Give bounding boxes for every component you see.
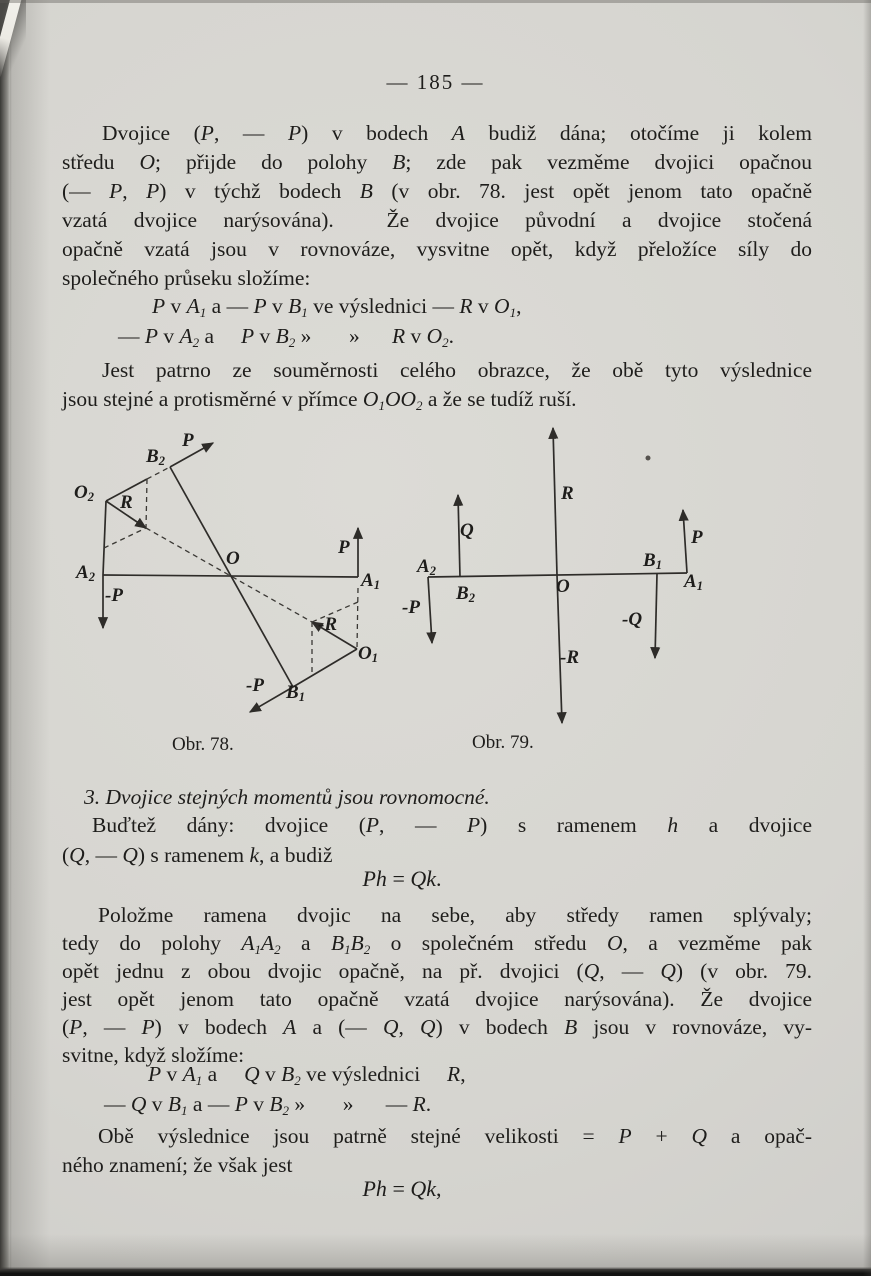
fig78-label-minus-p-left: -P	[105, 585, 123, 606]
resultant-arrow-r-up	[553, 428, 557, 575]
ink-speck	[646, 456, 651, 461]
text-line: ného znamení; že však jest	[62, 1153, 293, 1177]
fig79-label-a1: $A_1$	[684, 571, 703, 593]
text-line: opět jednu z obou dvojic opačně, na př. dvojici (Q, — Q) (v obr. 79.	[62, 959, 813, 983]
section-heading: 3. Dvojice stejných momentů jsou rovnomocné.	[84, 785, 490, 809]
fig78-label-o2: $O_2$	[74, 482, 94, 504]
figure-79-drawing	[400, 415, 715, 735]
page-edge-shadow-bottom	[0, 1267, 871, 1276]
text-line: Dvojice (P, — P) v bodech A budiž dána; otočíme ji kolem	[102, 121, 813, 145]
fig79-label-b2: $B_2$	[456, 583, 475, 605]
fig78-label-o1: $O_1$	[358, 643, 378, 665]
equation-centered: Ph = Qk.	[362, 866, 442, 891]
text-line: jsou stejné a protisměrné v přímce $O_1OO_2$ a že se tudíž ruší.	[62, 387, 577, 413]
fig78-label-b1: $B_1$	[286, 682, 305, 704]
text-line: Položme ramena dvojic na sebe, aby středy ramen splývaly;	[98, 903, 812, 927]
figure-78-caption: Obr. 78.	[172, 734, 234, 755]
text-line: svitne, když složíme:	[62, 1043, 245, 1067]
page-edge-shadow-right	[863, 0, 871, 1276]
fig79-label-q: Q	[460, 520, 474, 541]
fig78-label-a1: $A_1$	[361, 570, 380, 592]
page-edge-shadow-left	[0, 0, 12, 1276]
text-line: Buďtež dány: dvojice (P, — P) s ramenem h a dvojice	[92, 813, 813, 837]
text-line: středu O; přijde do polohy B; zde pak vezměme dvojici opačnou	[62, 150, 812, 174]
page-edge-shadow-soft	[10, 0, 50, 1276]
fig78-label-b2: $B_2$	[146, 446, 165, 468]
fig78-label-a2: $A_2$	[76, 562, 95, 584]
force-arrow-p-at-a1	[683, 510, 687, 573]
equation-line: P v $A_1$ a — P v $B_1$ ve výslednici — R v $O_1$,	[152, 294, 522, 320]
text-line: jest opět jenom tato opačně vzatá dvojice narýsována). Že dvojice	[62, 987, 812, 1011]
dashed-a1-o1	[357, 588, 358, 649]
text-line: tedy do polohy $A_1A_2$ a $B_1B_2$ o společném středu O, a vezměme pak	[62, 931, 812, 957]
equation-line: — Q v $B_1$ a — P v $B_2$ » » — R.	[104, 1092, 432, 1118]
text-line: Jest patrno ze souměrnosti celého obrazce, že obě tyto výslednice	[102, 358, 812, 382]
force-arrow-minus-p-at-a2	[428, 577, 432, 643]
fig79-label-minus-p: -P	[402, 597, 420, 618]
fig79-label-b1: $B_1$	[643, 550, 662, 572]
fig79-label-o: O	[556, 576, 570, 597]
fig78-label-p-top: P	[182, 430, 194, 451]
dashed-parallelogram-side-2	[104, 528, 146, 548]
equation-centered: Ph = Qk,	[362, 1176, 442, 1201]
page-edge-shadow-top	[0, 0, 871, 3]
fig78-label-r: R	[120, 492, 133, 513]
page-bottom-shade	[0, 1234, 871, 1268]
equation-line: P v $A_1$ a Q v $B_2$ ve výslednici R,	[148, 1062, 466, 1088]
action-line-o2-a2	[103, 501, 106, 575]
text-line: společného průseku složíme:	[62, 266, 311, 290]
force-arrow-minus-q-at-b1	[655, 574, 657, 658]
fig79-label-p: P	[691, 527, 703, 548]
fig78-label-minus-p-bottom: -P	[246, 675, 264, 696]
fig78-label-p-right: P	[338, 537, 350, 558]
text-line: Obě výslednice jsou patrně stejné velikosti = P + Q a opač-	[98, 1124, 812, 1148]
fig79-label-minus-q: -Q	[622, 609, 643, 630]
text-line: (P, — P) v bodech A a (— Q, Q) v bodech B jsou v rovnováze, vy-	[62, 1015, 813, 1039]
equation-line: — P v $A_2$ a P v $B_2$ » » R v $O_2$.	[118, 324, 455, 350]
text-line: (Q, — Q) s ramenem k, a budiž	[62, 843, 333, 867]
fig79-label-minus-r: -R	[560, 647, 579, 668]
text-line: vzatá dvojice narýsována). Že dvojice původní a dvojice stočená	[62, 208, 812, 232]
fig78-label-minus-r: -R	[318, 614, 337, 635]
text-line: opačně vzatá jsou v rovnováze, vysvitne opět, když přeložíce síly do	[62, 237, 812, 261]
page-number: — 185 —	[386, 70, 485, 94]
fig78-label-o: O	[226, 548, 240, 569]
fig79-label-a2: $A_2$	[417, 556, 436, 578]
dashed-parallelogram-side-1	[146, 479, 147, 528]
dashed-o2-b2	[147, 467, 170, 479]
figure-79-caption: Obr. 79.	[472, 732, 534, 753]
fig79-label-r: R	[561, 483, 574, 504]
text-line: (— P, P) v týchž bodech B (v obr. 78. jest opět jenom tato opačně	[62, 179, 813, 203]
